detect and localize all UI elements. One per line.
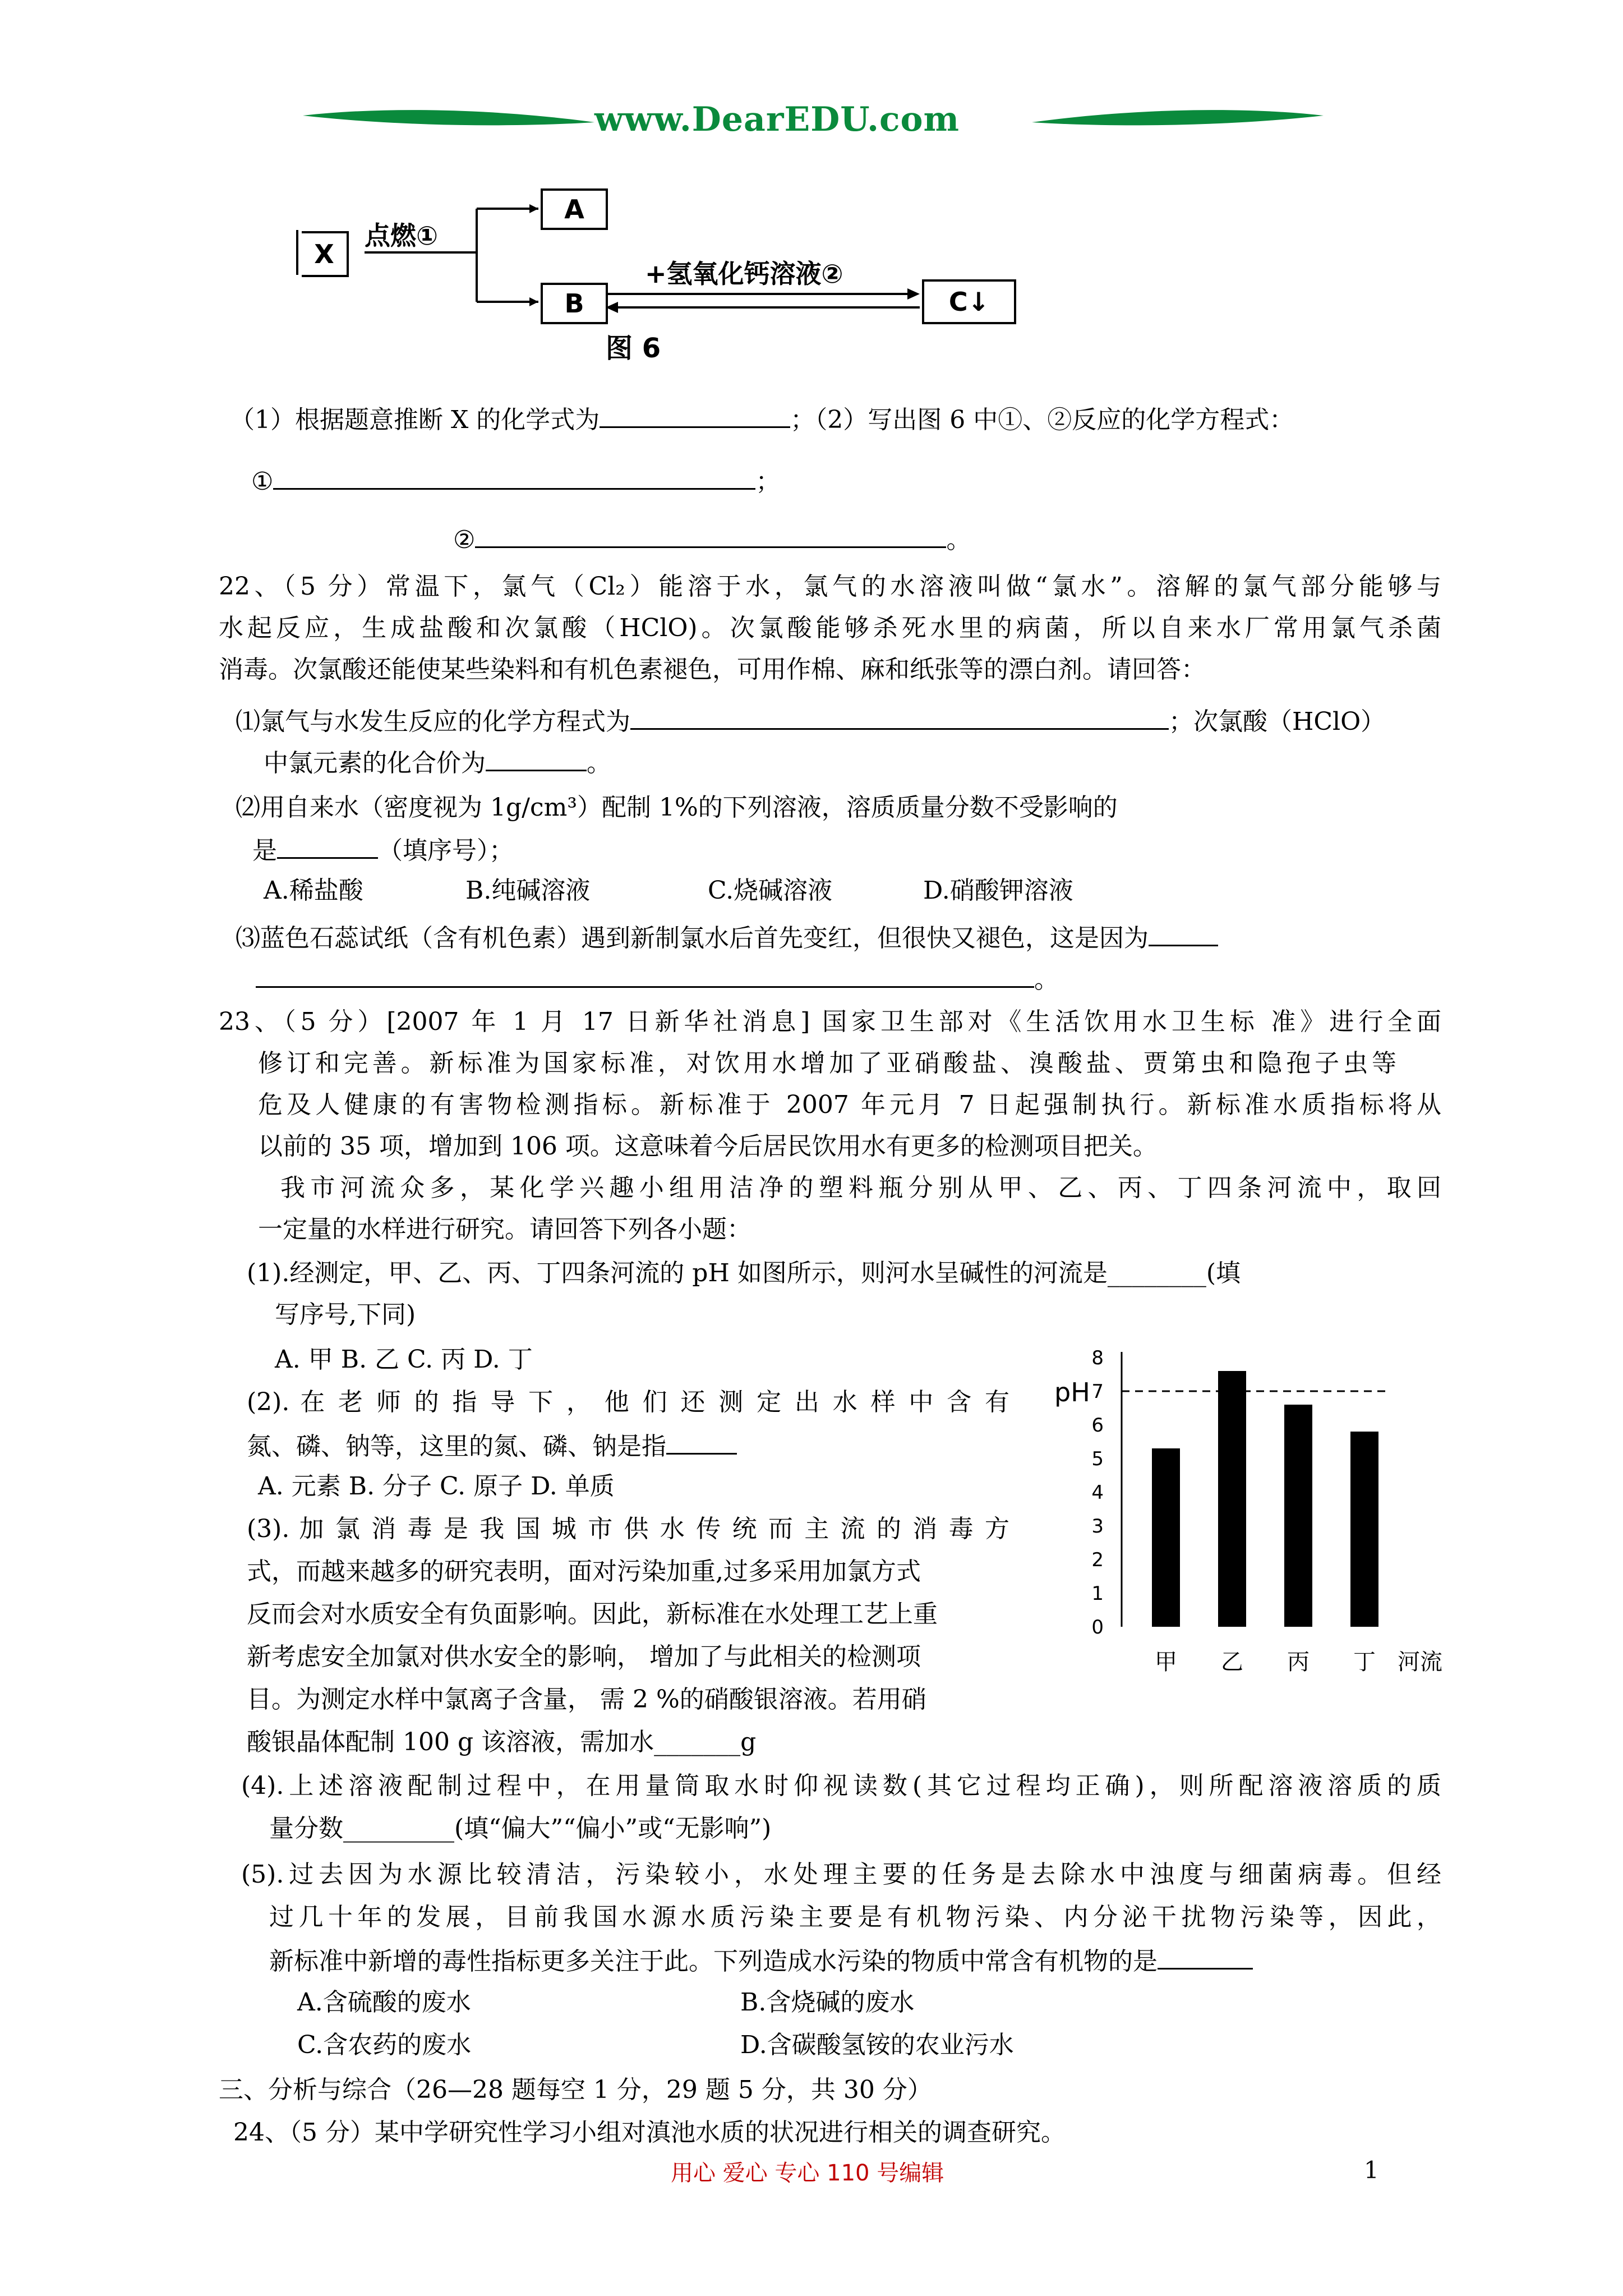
q24-text: 24、（5 分）某中学研究性学习小组对滇池水质的状况进行相关的调查研究。 — [233, 2118, 1066, 2147]
answer-blank-chlorine-equation[interactable] — [630, 703, 1169, 730]
q23-para-2: 修订和完善。新标准为国家标准，对饮用水增加了亚硝酸盐、溴酸盐、贾第虫和隐孢子虫等 — [258, 1049, 1396, 1078]
q22-sub2-line1: ⑵用自来水（密度视为 1g/cm³）配制 1%的下列溶液，溶质质量分数不受影响的 — [236, 793, 1118, 822]
x-tick-label: 乙 — [1221, 1649, 1243, 1675]
q23-sub3-line5: 目。为测定水样中氯离子含量， 需 2 %的硝酸银溶液。若用硝 — [247, 1685, 926, 1714]
q22-sub3-end: 。 — [1034, 965, 1059, 994]
y-tick-label: 8 — [1091, 1347, 1104, 1369]
q23-para-5: 我市河流众多，某化学兴趣小组用洁净的塑料瓶分别从甲、乙、丙、丁四条河流中，取回 — [280, 1174, 1441, 1202]
q22-sub1-hclo: ；次氯酸（HClO） — [1169, 707, 1386, 736]
y-tick-label: 2 — [1091, 1549, 1104, 1571]
q23-sub5-line1: (5).过去因为水源比较清洁，污染较小，水处理主要的任务是去除水中浊度与细菌病毒。但经 — [241, 1860, 1441, 1889]
q23-sub4-line1: (4).上述溶液配制过程中，在用量筒取水时仰视读数(其它过程均正确)，则所配溶液溶质的质 — [241, 1772, 1441, 1800]
q23-sub2-line2 — [247, 1428, 737, 1464]
header-banner — [0, 90, 1623, 157]
label-ignite: 点燃① — [365, 220, 438, 251]
q23-sub1-options: A. 甲 B. 乙 C. 丙 D. 丁 — [275, 1345, 533, 1374]
bar-4 — [1350, 1432, 1378, 1627]
q23-option-d: D.含碳酸氢铵的农业污水 — [740, 2031, 1014, 2059]
q22-sub2-hint: （填序号）； — [378, 836, 514, 865]
q23-sub1-line1: (1).经测定，甲、乙、丙、丁四条河流的 pH 如图所示，则河水呈碱性的河流是________(填 — [247, 1259, 1241, 1287]
q23-sub4-line2: 量分数_________(填“偏大”“偏小”或“无影响”) — [269, 1814, 772, 1843]
box-x: X — [302, 231, 349, 277]
y-tick-label: 3 — [1091, 1515, 1104, 1538]
q21-prompt-equations: ；（2）写出图 6 中①、②反应的化学方程式： — [790, 406, 1294, 434]
q21-eq1-end: ； — [755, 467, 781, 496]
y-tick-label: 1 — [1091, 1582, 1104, 1605]
q23-para-3: 危及人健康的有害物检测指标。新标准于 2007 年元月 7 日起强制执行。新标准水质指标将从 — [258, 1091, 1441, 1119]
box-c: C↓ — [922, 279, 1016, 324]
q23-sub5-prompt: 新标准中新增的毒性指标更多关注于此。下列造成水污染的物质中常含有机物的是 — [269, 1947, 1158, 1976]
bar-2 — [1218, 1371, 1246, 1627]
q23-sub3-line1: (3). 加 氯 消 毒 是 我 国 城 市 供 水 传 统 而 主 流 的 消 毒 方 — [247, 1515, 1009, 1543]
x-axis-label: 河流 — [1398, 1649, 1442, 1675]
q23-sub2-prompt: 氮、磷、钠等，这里的氮、磷、钠是指 — [247, 1432, 666, 1461]
q22-para-1: 22、（5 分）常温下，氯气（Cl₂）能溶于水，氯气的水溶液叫做“氯水”。溶解的氯气部分能够与 — [219, 572, 1441, 601]
q21-line3 — [453, 522, 971, 557]
answer-blank-eq2[interactable] — [475, 522, 946, 548]
answer-blank-eq1[interactable] — [273, 463, 755, 490]
box-a: A — [541, 188, 608, 230]
q23-sub1-line2: 写序号,下同) — [275, 1300, 416, 1329]
q21-line2 — [251, 463, 780, 499]
q22-sub3-line1 — [236, 920, 1218, 955]
answer-blank-organic[interactable] — [1158, 1943, 1253, 1970]
page-number: 1 — [1364, 2156, 1379, 2184]
y-tick-label: 4 — [1091, 1481, 1104, 1504]
ph-bar-chart — [1043, 1335, 1447, 1694]
q23-para-6: 一定量的水样进行研究。请回答下列各小题： — [258, 1215, 751, 1244]
q22-sub1-line1 — [236, 703, 1385, 739]
label-reagent: +氢氧化钙溶液② — [645, 259, 843, 289]
y-tick-label: 0 — [1091, 1616, 1104, 1639]
q21-eq2-label: ② — [453, 526, 476, 554]
q23-sub5-line2: 过几十年的发展，目前我国水源水质污染主要是有机物污染、内分泌干扰物污染等，因此， — [269, 1903, 1441, 1931]
q22-option-c: C.烧碱溶液 — [708, 876, 833, 905]
answer-blank-element[interactable] — [666, 1428, 737, 1455]
q22-valence-prompt: 中氯元素的化合价为 — [264, 749, 486, 777]
q22-sub2-prompt: 是 — [252, 836, 277, 865]
q21-line1 — [230, 402, 1294, 437]
q21-prompt-x: （1）根据题意推断 X 的化学式为 — [230, 406, 600, 434]
answer-blank-valence[interactable] — [486, 745, 587, 771]
q22-option-a: A.稀盐酸 — [264, 876, 363, 905]
x-tick-label: 丁 — [1353, 1649, 1376, 1675]
q22-sub3-prompt: ⑶蓝色石蕊试纸（含有机色素）遇到新制氯水后首先变红，但很快又褪色，这是因为 — [236, 924, 1149, 953]
site-title: www.DearEDU.com — [594, 100, 960, 139]
y-axis-label: pH — [1054, 1377, 1090, 1407]
box-b: B — [541, 283, 608, 324]
y-tick-label: 6 — [1091, 1414, 1104, 1437]
section-3-heading: 三、分析与综合（26—28 题每空 1 分，29 题 5 分，共 30 分） — [219, 2076, 932, 2104]
q22-option-b: B.纯碱溶液 — [465, 876, 591, 905]
q22-para-3: 消毒。次氯酸还能使某些染料和有机色素褪色，可用作棉、麻和纸张等的漂白剂。请回答： — [219, 655, 1206, 684]
q23-sub3-line3: 反而会对水质安全有负面影响。因此，新标准在水处理工艺上重 — [247, 1600, 938, 1628]
y-tick-label: 7 — [1091, 1381, 1104, 1403]
q23-para-4: 以前的 35 项，增加到 106 项。这意味着今后居民饮用水有更多的检测项目把关。 — [258, 1132, 1158, 1161]
figure-6-diagram — [280, 180, 1043, 365]
header-swoosh-right — [1032, 105, 1324, 134]
bar-3 — [1284, 1405, 1312, 1627]
x-tick-label: 甲 — [1155, 1649, 1177, 1675]
q22-sub1-prompt: ⑴氯气与水发生反应的化学方程式为 — [236, 707, 630, 736]
q21-eq1-label: ① — [251, 467, 274, 496]
q22-valence-end: 。 — [587, 749, 611, 777]
q21-eq2-end: 。 — [946, 526, 971, 554]
q23-option-a: A.含硫酸的废水 — [297, 1988, 471, 2017]
q22-sub3-line2 — [256, 961, 1059, 997]
answer-blank-litmus-1[interactable] — [1149, 920, 1218, 946]
q23-sub3-line2: 式，而越来越多的研究表明，面对污染加重,过多采用加氯方式 — [247, 1557, 921, 1586]
q22-para-2: 水起反应，生成盐酸和次氯酸（HClO)。次氯酸能够杀死水里的病菌，所以自来水厂常用氯气杀菌 — [219, 614, 1441, 642]
figure-caption: 图 6 — [606, 333, 661, 364]
y-tick-label: 5 — [1091, 1448, 1104, 1470]
x-tick-label: 丙 — [1287, 1649, 1310, 1675]
q23-sub5-line3 — [269, 1943, 1253, 1978]
q23-option-c: C.含农药的废水 — [297, 2031, 472, 2059]
header-swoosh-left — [303, 105, 594, 134]
q22-option-d: D.硝酸钾溶液 — [923, 876, 1073, 905]
answer-blank-litmus-2[interactable] — [256, 961, 1034, 988]
answer-blank-solution[interactable] — [277, 832, 378, 859]
q23-sub2-line1: (2). 在 老 师 的 指 导 下 ， 他 们 还 测 定 出 水 样 中 含 有 — [247, 1388, 1009, 1416]
footer-note: 用心 爱心 专心 110 号编辑 — [671, 2160, 944, 2186]
bar-1 — [1152, 1448, 1180, 1627]
q23-sub3-line6: 酸银晶体配制 100 g 该溶液，需加水_______g — [247, 1728, 757, 1756]
q23-sub2-options: A. 元素 B. 分子 C. 原子 D. 单质 — [258, 1472, 615, 1501]
q23-sub3-line4: 新考虑安全加氯对供水安全的影响， 增加了与此相关的检测项 — [247, 1642, 921, 1671]
q23-para-1: 23、（5 分）[2007 年 1 月 17 日新华社消息] 国家卫生部对《生活饮用水卫生标 准》进行全面 — [219, 1007, 1441, 1036]
q23-option-b: B.含烧碱的废水 — [740, 1988, 915, 2017]
answer-blank-x-formula[interactable] — [600, 402, 790, 428]
q22-sub1-line2 — [264, 745, 611, 780]
q22-sub2-line2 — [252, 832, 514, 868]
